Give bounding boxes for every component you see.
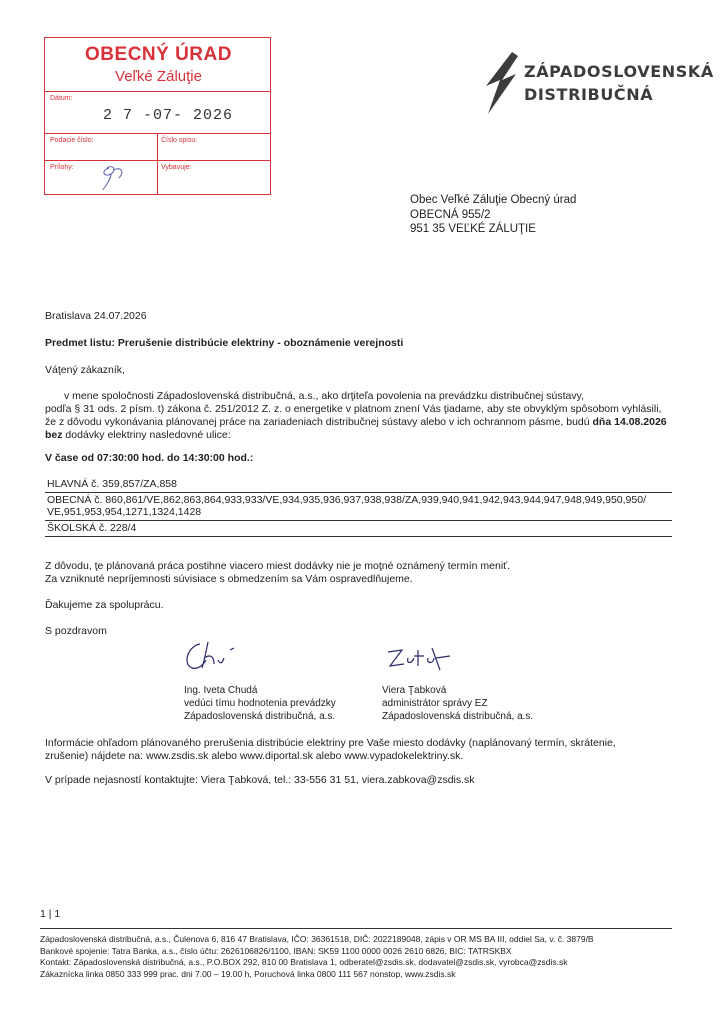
signature-zabkova	[384, 642, 464, 676]
signatory-company: Západoslovenská distribučná, a.s.	[184, 711, 336, 722]
signatory-role: vedúci tímu hodnotenia prevádzky	[184, 698, 336, 709]
signatory-role: administrátor správy EZ	[382, 698, 488, 709]
recipient-line: 951 35 VEĽKÉ ZÁLUŢIE	[410, 223, 536, 235]
signature-chuda	[178, 636, 248, 676]
footer-line: Západoslovenská distribučná, a.s., Čulenova 6, 816 47 Bratislava, IČO: 36361518, DIČ: 2022189048, zápis v OR MS BA III, oddiel Sa, v. č. 3879/B	[40, 934, 594, 944]
street-row: OBECNÁ č. 860,861/VE,862,863,864,933,933/VE,934,935,936,937,938,938/ZA,939,940,941,942,943,944,947,948,949,950,950/	[47, 494, 646, 506]
thanks-line: Ďakujeme za spoluprácu.	[45, 599, 164, 611]
table-row-divider	[45, 520, 672, 521]
page-number: 1 | 1	[40, 908, 61, 920]
street-row: VE,951,953,954,1271,1324,1428	[47, 506, 202, 518]
paragraph-line	[45, 429, 231, 443]
stamp-date-label: Dátum:	[50, 95, 73, 102]
signatory-name: Viera Ţabková	[382, 685, 447, 696]
contact-line: V prípade nejasností kontaktujte: Viera Ţabková, tel.: 33-556 31 51, viera.zabkova@zsdis.sk	[45, 774, 475, 786]
place-date: Bratislava 24.07.2026	[45, 310, 147, 322]
table-row-divider	[45, 492, 672, 493]
closing-line: S pozdravom	[45, 625, 107, 637]
paragraph-line: v mene spoločnosti Západoslovenská distribučná, a.s., ako drţiteľa povolenia na prevádzku distribučnej sústavy,	[64, 390, 584, 402]
street-row: HLAVNÁ č. 359,857/ZA,858	[47, 478, 177, 490]
logo-line1: ZÁPADOSLOVENSKÁ	[524, 62, 714, 81]
recipient-address	[410, 193, 576, 237]
signatory-company: Západoslovenská distribučná, a.s.	[382, 711, 534, 722]
outage-date: dňa 14.08.2026	[592, 416, 667, 428]
stamp-handles-label: Vybavuje:	[161, 164, 192, 171]
handwritten-mark	[95, 160, 135, 192]
info-line: zrušenie) nájdete na: www.zsdis.sk alebo www.diportal.sk alebo www.vypadokelektriny.sk.	[45, 750, 464, 762]
stamp-divider	[45, 160, 270, 161]
paragraph-emphasis: bez	[45, 429, 63, 441]
logo-line2: DISTRIBUČNÁ	[524, 85, 654, 104]
signatory-block	[184, 684, 336, 723]
stamp-filing-label: Podacie číslo:	[50, 137, 94, 144]
registry-stamp	[44, 37, 271, 195]
paragraph-line: Z dôvodu, ţe plánovaná práca postihne viacero miest dodávky nie je moţné oznámený termín meniť.	[45, 560, 511, 572]
salutation: Váţený zákazník,	[45, 364, 125, 376]
signatory-name: Ing. Iveta Chudá	[184, 685, 258, 696]
stamp-title: OBECNÝ ÚRAD	[85, 44, 232, 65]
stamp-divider	[45, 91, 270, 92]
street-row: ŠKOLSKÁ č. 228/4	[47, 522, 137, 534]
stamp-subtitle: Veľké Záluţie	[115, 68, 202, 85]
paragraph-text: dodávky elektriny nasledovné ulice:	[62, 429, 231, 441]
stamp-divider	[157, 133, 158, 194]
paragraph-line	[45, 416, 667, 430]
paragraph-line: Za vzniknuté nepríjemnosti súvisiace s obmedzením sa Vám ospravedlňujeme.	[45, 573, 413, 585]
stamp-date-value: 2 7 -07- 2026	[103, 107, 234, 124]
footer-line: Zákaznícka linka 0850 333 999 prac. dni 7.00 – 19.00 h, Poruchová linka 0800 111 567 nonstop, www.zsdis.sk	[40, 968, 456, 979]
recipient-line: Obec Veľké Záluţie Obecný úrad	[410, 194, 577, 206]
info-line: Informácie ohľadom plánovaného prerušenia distribúcie elektriny pre Vaše miesto dodávky (naplánovaný termín, skrátenie,	[45, 737, 616, 749]
stamp-attachments-label: Prílohy:	[50, 164, 74, 171]
stamp-file-label: Číslo spisu:	[161, 137, 198, 144]
footer-line: Bankové spojenie: Tatra Banka, a.s., číslo účtu: 2626106826/1100, IBAN: SK59 1100 0000 0026 2610 6826, BIC: TATRSKBX	[40, 945, 512, 956]
paragraph-text: že z dôvodu vykonávania plánovanej práce na zariadeniach distribučnej sústavy alebo v ich ochrannom pásme, budú	[45, 416, 593, 428]
signatory-block	[382, 684, 533, 723]
recipient-line: OBECNÁ 955/2	[410, 208, 491, 221]
footer	[40, 934, 594, 980]
subject-line: Predmet listu: Prerušenie distribúcie elektriny - oboznámenie verejnosti	[45, 337, 404, 349]
footer-divider	[40, 928, 672, 929]
footer-line: Kontakt: Západoslovenská distribučná, a.s., P.O.BOX 292, 810 00 Bratislava 1, odberatel@zsdis.sk, dodavatel@zsdis.sk, vyrobca@zsdis.sk	[40, 957, 568, 967]
outage-time: V čase od 07:30:00 hod. do 14:30:00 hod.:	[45, 452, 254, 464]
paragraph-line: podľa § 31 ods. 2 písm. t) zákona č. 251/2012 Z. z. o energetike v platnom znení Vás ţiadame, aby ste obvyklým spôsobom vyhlásili,	[45, 403, 662, 415]
table-row-divider	[45, 536, 672, 537]
lightning-logo-icon	[482, 52, 520, 114]
